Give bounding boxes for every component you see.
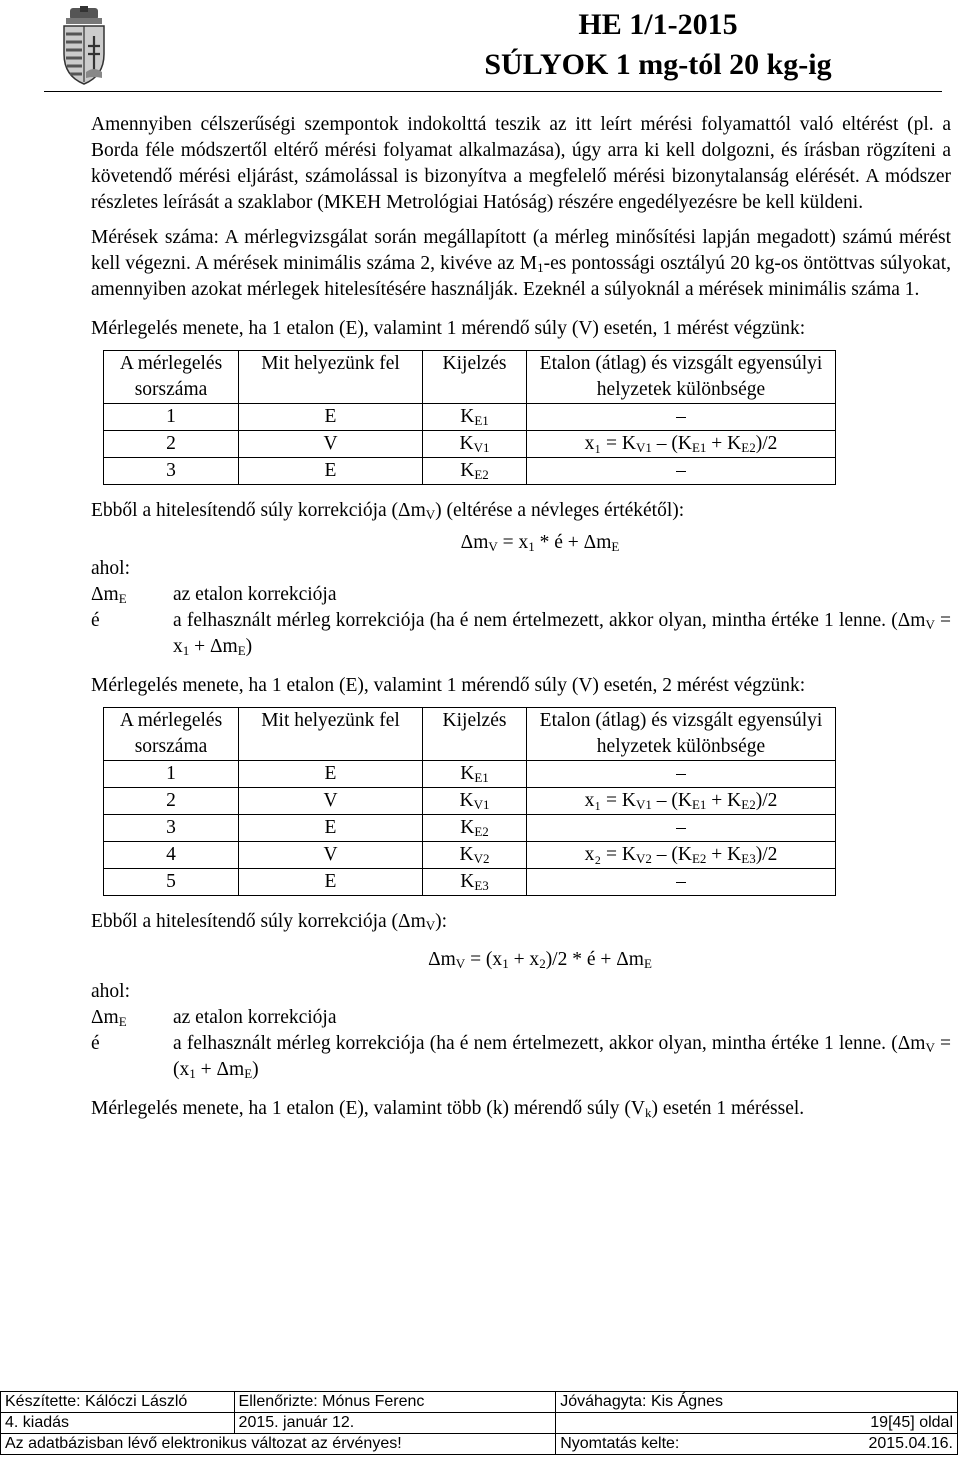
weighing-table-1 <box>103 350 836 485</box>
edition-date: 2015. január 12. <box>234 1413 556 1434</box>
definition-scale-correction: é a felhasznált mérleg korrekciója (ha é nem értelmezett, akkor olyan, mintha értéke 1 lenne. ($\Delta m_V = (x_1 + \Delta m_E)$ <box>91 1033 951 1081</box>
intro-multiple-weights: Mérlegelés menete, ha 1 etalon (E), valamint több (k) mérendő súly $(V_k)$ esetén 1 méréssel. <box>91 1098 805 1120</box>
prepared-by: Készítette: Kálóczi László <box>1 1392 235 1413</box>
table-row: 3 E $K_{E2}$ – <box>104 458 836 485</box>
footer-row <box>1 1392 958 1413</box>
where-label: ahol: <box>91 558 130 579</box>
coat-of-arms-icon <box>58 6 110 86</box>
weighing-table-2 <box>103 707 836 896</box>
table-row: 1 E $K_{E1}$ – <box>104 404 836 431</box>
definition-scale-correction: é a felhasznált mérleg korrekciója (ha é nem értelmezett, akkor olyan, mintha értéke 1 lenne. $(\Delta m_V = x_1 + \Delta m_E)$ <box>91 610 951 658</box>
table-row: 5 E $K_{E3}$ – <box>104 869 836 896</box>
approved-by: Jóváhagyta: Kis Ágnes <box>556 1392 958 1413</box>
formula-1: $\Delta m_V = x_1$ * é + $\Delta m_E$ <box>460 532 620 554</box>
correction-intro-2: Ebből a hitelesítendő súly korrekciója $(\Delta m_V)$: <box>91 911 448 933</box>
intro-two-measurements: Mérlegelés menete, ha 1 etalon (E), valamint 1 mérendő súly (V) esetén, 2 mérést végzünk: <box>91 675 806 696</box>
document-id: HE 1/1-2015 <box>578 8 738 41</box>
table-row: 3 E $K_{E2}$ – <box>104 815 836 842</box>
page-footer <box>0 1391 960 1455</box>
definition-etalon-correction: $\Delta m_E$ az etalon korrekciója <box>91 584 337 606</box>
print-date: 2015.04.16. <box>868 1435 953 1452</box>
correction-intro-1: Ebből a hitelesítendő súly korrekciója $(\Delta m_V)$ (eltérése a névleges értékétől): <box>91 500 685 522</box>
page-header <box>0 0 960 96</box>
intro-one-measurement: Mérlegelés menete, ha 1 etalon (E), valamint 1 mérendő súly (V) esetén, 1 mérést végzünk: <box>91 318 806 339</box>
table-row: 2 V $K_{V1}$ $x_1 = K_{V1} - (K_{E1} + K_{E2})/2$ <box>104 431 836 458</box>
validity-notice: Az adatbázisban lévő elektronikus változat az érvényes! <box>1 1434 556 1455</box>
header-divider <box>44 91 942 92</box>
document-body <box>91 112 951 1122</box>
definition-etalon-correction: $\Delta m_E$ az etalon korrekciója <box>91 1007 337 1029</box>
document-title: SÚLYOK 1 mg-tól 20 kg-ig <box>484 48 832 81</box>
edition: 4. kiadás <box>1 1413 235 1434</box>
checked-by: Ellenőrizte: Mónus Ferenc <box>234 1392 556 1413</box>
where-label: ahol: <box>91 981 130 1002</box>
footer-row <box>1 1413 958 1434</box>
table-header-row: A mérlegelés sorszáma Mit helyezünk fel Kijelzés Etalon (átlag) és vizsgált egyensúlyi helyzetek különbsége <box>104 708 836 761</box>
footer-row <box>1 1434 958 1455</box>
footer-table <box>0 1391 958 1455</box>
table-header-row: A mérlegelés sorszáma Mit helyezünk fel Kijelzés Etalon (átlag) és vizsgált egyensúlyi helyzetek különbsége <box>104 351 836 404</box>
formula-2: $\Delta m_V = (x_1 + x_2)/2$ * é + $\Delta m_E$ <box>428 949 652 971</box>
table-row: 2 V $K_{V1}$ $x_1 = K_{V1} - (K_{E1} + K_{E2})/2$ <box>104 788 836 815</box>
table-row: 1 E $K_{E1}$ – <box>104 761 836 788</box>
print-date-label: Nyomtatás kelte: <box>560 1435 680 1452</box>
page-number: 19[45] oldal <box>556 1413 958 1434</box>
paragraph-measurement-count: Mérések száma: A mérlegvizsgálat során megállapított (a mérleg minősítési lapján megadott) számú mérést kell végezni. A mérések minimális száma 2, kivéve az $M_1-es$ pontossági osztályú 20 kg-os öntöttvas súlyokat, amennyiben azokat mérlegek hitelesítésére használják. Ezeknél a súlyoknál a mérések minimális száma 1. <box>91 227 951 300</box>
table-row: 4 V $K_{V2}$ $x_2 = K_{V2} - (K_{E2} + K_{E3})/2$ <box>104 842 836 869</box>
paragraph-deviation: Amennyiben célszerűségi szempontok indokolttá teszik az itt leírt mérési folyamattól való eltérést (pl. a Borda féle módszertől eltérő mérési folyamat alkalmazása), úgy arra ki kell dolgozni, és írásban rögzíteni a követendő mérési eljárást, számolással is bizonyítva a megfelelő mérési bizonytalanság elérését. A módszer részletes leírását a szaklabor (MKEH Metrológiai Hatóság) részére engedélyezésre be kell küldeni. <box>91 114 952 213</box>
